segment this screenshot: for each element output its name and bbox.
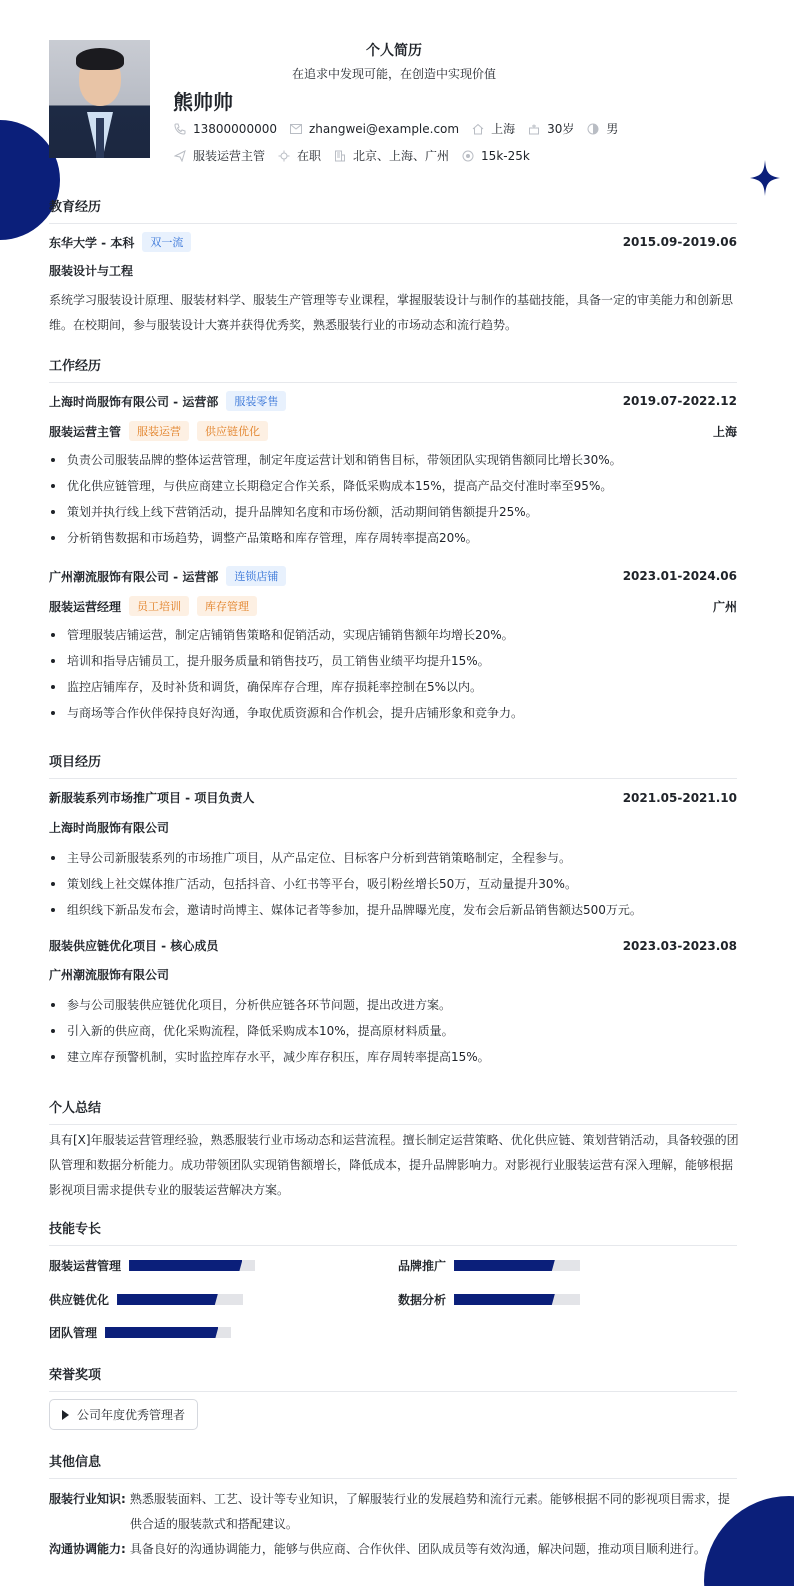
school-name: 东华大学 - 本科: [49, 235, 135, 250]
role-tag: 员工培训: [129, 596, 189, 616]
project-org: 上海时尚服饰有限公司: [49, 821, 170, 835]
expected-salary-info: [461, 149, 530, 163]
role-tag: 供应链优化: [197, 421, 268, 441]
list-item: 监控店铺库存，及时补货和调货，确保库存合理，库存损耗率控制在5%以内。: [49, 677, 739, 703]
skills-section-title: 技能专长: [49, 1218, 737, 1246]
city-text: 上海: [491, 122, 516, 136]
skill-bar: [105, 1327, 231, 1338]
job-role: 服装运营主管: [49, 424, 122, 439]
list-item: 建立库存预警机制，实时监控库存水平，减少库存积压，库存周转率提高15%。: [49, 1047, 739, 1073]
gender-text: 男: [606, 122, 619, 136]
education-header-row: [49, 232, 737, 252]
company-tag: 服装零售: [226, 391, 286, 411]
target-position: 服装运营主管: [193, 149, 266, 163]
other-info-item: [49, 1487, 739, 1537]
other-info-item: [49, 1537, 739, 1562]
project-org-row: [49, 819, 737, 836]
skill-name: 数据分析: [398, 1293, 447, 1307]
company-tag: 连锁店铺: [226, 566, 286, 586]
resume-header: [49, 40, 739, 163]
job-role-row: [49, 596, 737, 616]
list-item: 策划并执行线上线下营销活动，提升品牌知名度和市场份额，活动期间销售额提升25%。: [49, 502, 739, 528]
skill-bar: [129, 1260, 255, 1271]
resume-title: 个人简历: [366, 43, 422, 59]
job-location: 上海: [712, 424, 737, 439]
job-role-row: [49, 421, 737, 441]
project-name: 新服装系列市场推广项目 - 项目负责人: [49, 791, 255, 805]
skill-bar: [454, 1260, 580, 1271]
skill-item: [49, 1291, 243, 1308]
phone-icon: [173, 122, 187, 136]
role-tag: 库存管理: [197, 596, 257, 616]
role-tag: 服装运营: [129, 421, 189, 441]
skill-name: 供应链优化: [49, 1293, 110, 1307]
awards-section-title: 荣誉奖项: [49, 1364, 737, 1392]
skill-bar-fill: [454, 1294, 555, 1305]
job-bullet-list: [49, 450, 739, 554]
other-info-value: 具备良好的沟通协调能力，能够与供应商、合作伙伴、团队成员等有效沟通，解决问题，推动项目顺利进行。: [129, 1542, 706, 1556]
list-item: 优化供应链管理，与供应商建立长期稳定合作关系，降低采购成本15%，提高产品交付准时率至95%。: [49, 476, 739, 502]
summary-section-title: 个人总结: [49, 1097, 737, 1125]
skill-item: [398, 1291, 580, 1308]
project-header-row: [49, 789, 737, 806]
company-name: 上海时尚服饰有限公司 - 运营部: [49, 394, 219, 409]
education-major-row: [49, 262, 737, 279]
award-name: 公司年度优秀管理者: [77, 1408, 186, 1422]
project-header-row: [49, 937, 737, 954]
other-section-title: 其他信息: [49, 1451, 737, 1479]
contact-info-row: [173, 120, 630, 137]
resume-subtitle: 在追求中发现可能，在创造中实现价值: [291, 67, 496, 81]
target-cities-info: [333, 147, 449, 164]
list-item: 主导公司新服装系列的市场推广项目，从产品定位、目标客户分析到营销策略制定，全程参与。: [49, 848, 739, 874]
skill-name: 服装运营管理: [49, 1259, 122, 1273]
education-section-title: 教育经历: [49, 196, 737, 224]
job-header-row: [49, 391, 737, 411]
project-org: 广州潮流服饰有限公司: [49, 968, 170, 982]
education-period: 2015.09-2019.06: [622, 235, 737, 249]
skill-name: 品牌推广: [398, 1259, 447, 1273]
salary-icon: [461, 149, 475, 163]
skill-item: [49, 1257, 255, 1274]
skill-bar-fill: [105, 1327, 218, 1338]
skill-name: 团队管理: [49, 1326, 98, 1340]
projects-section-title: 项目经历: [49, 751, 737, 779]
other-info-key: 服装行业知识:: [49, 1492, 126, 1506]
expected-salary: 15k-25k: [481, 148, 530, 163]
building-icon: [333, 149, 347, 163]
project-bullet-list: [49, 995, 739, 1073]
candidate-name: 熊帅帅: [173, 90, 233, 114]
list-item: 参与公司服装供应链优化项目，分析供应链各环节问题，提出改进方案。: [49, 995, 739, 1021]
skill-bar-fill: [129, 1260, 242, 1271]
employment-status: 在职: [297, 149, 322, 163]
education-description: 系统学习服装设计原理、服装材料学、服装生产管理等专业课程，掌握服装设计与制作的基础技能，具备一定的审美能力和创新思维。在校期间，参与服装设计大赛并获得优秀奖，熟悉服装行业的市场动态和流行趋势。: [49, 293, 734, 332]
company-name: 广州潮流服饰有限公司 - 运营部: [49, 569, 219, 584]
gender-icon: [586, 122, 600, 136]
list-item: 负责公司服装品牌的整体运营管理，制定年度运营计划和销售目标，带领团队实现销售额同比增长30%。: [49, 450, 739, 476]
target-position-info: [173, 147, 265, 164]
age-icon: [527, 122, 541, 136]
skill-bar-fill: [117, 1294, 218, 1305]
project-name: 服装供应链优化项目 - 核心成员: [49, 939, 219, 953]
school-tag: 双一流: [142, 232, 191, 252]
list-item: 管理服装店铺运营，制定店铺销售策略和促销活动，实现店铺销售额年均增长20%。: [49, 625, 739, 651]
list-item: 策划线上社交媒体推广活动，包括抖音、小红书等平台，吸引粉丝增长50万，互动量提升30%。: [49, 874, 739, 900]
age-text: 30岁: [547, 122, 575, 136]
job-period: 2019.07-2022.12: [622, 394, 737, 408]
skill-bar: [117, 1294, 243, 1305]
skill-bar-fill: [454, 1260, 555, 1271]
list-item: 培训和指导店铺员工，提升服务质量和销售技巧，员工销售业绩平均提升15%。: [49, 651, 739, 677]
mail-icon: [289, 122, 303, 136]
play-triangle-icon: [62, 1410, 69, 1420]
other-info-value: 熟悉服装面料、工艺、设计等专业知识，了解服装行业的发展趋势和流行元素。能够根据不同的影视项目需求，提供合适的服装款式和搭配建议。: [129, 1492, 730, 1531]
project-org-row: [49, 966, 737, 983]
sparkle-star-icon: [750, 160, 780, 196]
job-period: 2023.01-2024.06: [622, 569, 737, 583]
project-period: 2023.03-2023.08: [622, 938, 737, 953]
job-info-row: [173, 147, 542, 164]
employment-status-info: [277, 147, 321, 164]
summary-text: 具有[X]年服装运营管理经验，熟悉服装行业市场动态和运营流程。擅长制定运营策略、优化供应链、策划营销活动，具备较强的团队管理和数据分析能力。成功带领团队实现销售额增长，降低成本，提升品牌影响力。对影视行业服装运营有深入理解，能够根据影视项目需求提供专业的服装运营解决方案。: [49, 1133, 739, 1197]
job-role: 服装运营经理: [49, 599, 122, 614]
job-header-row: [49, 566, 737, 586]
list-item: 分析销售数据和市场趋势，调整产品策略和库存管理，库存周转率提高20%。: [49, 528, 739, 554]
skill-bar: [454, 1294, 580, 1305]
email-info: [289, 122, 459, 136]
city-info: [471, 120, 515, 137]
age-info: [527, 120, 574, 137]
job-location: 广州: [712, 599, 737, 614]
work-section-title: 工作经历: [49, 355, 737, 383]
send-icon: [173, 149, 187, 163]
skill-item: [49, 1324, 231, 1341]
phone-number: 13800000000: [193, 121, 277, 136]
award-badge[interactable]: [49, 1399, 198, 1430]
target-cities: 北京、上海、广州: [353, 149, 450, 163]
status-icon: [277, 149, 291, 163]
project-bullet-list: [49, 848, 739, 926]
skill-item: [398, 1257, 580, 1274]
gender-info: [586, 120, 618, 137]
job-bullet-list: [49, 625, 739, 729]
project-period: 2021.05-2021.10: [622, 790, 737, 805]
other-info-key: 沟通协调能力:: [49, 1542, 126, 1556]
phone-info: [173, 122, 277, 136]
major-name: 服装设计与工程: [49, 264, 134, 278]
list-item: 引入新的供应商，优化采购流程，降低采购成本10%，提高原材料质量。: [49, 1021, 739, 1047]
list-item: 与商场等合作伙伴保持良好沟通，争取优质资源和合作机会，提升店铺形象和竞争力。: [49, 703, 739, 729]
email-address: zhangwei@example.com: [308, 121, 460, 136]
list-item: 组织线下新品发布会，邀请时尚博主、媒体记者等参加，提升品牌曝光度，发布会后新品销售额达500万元。: [49, 900, 739, 926]
home-icon: [471, 122, 485, 136]
